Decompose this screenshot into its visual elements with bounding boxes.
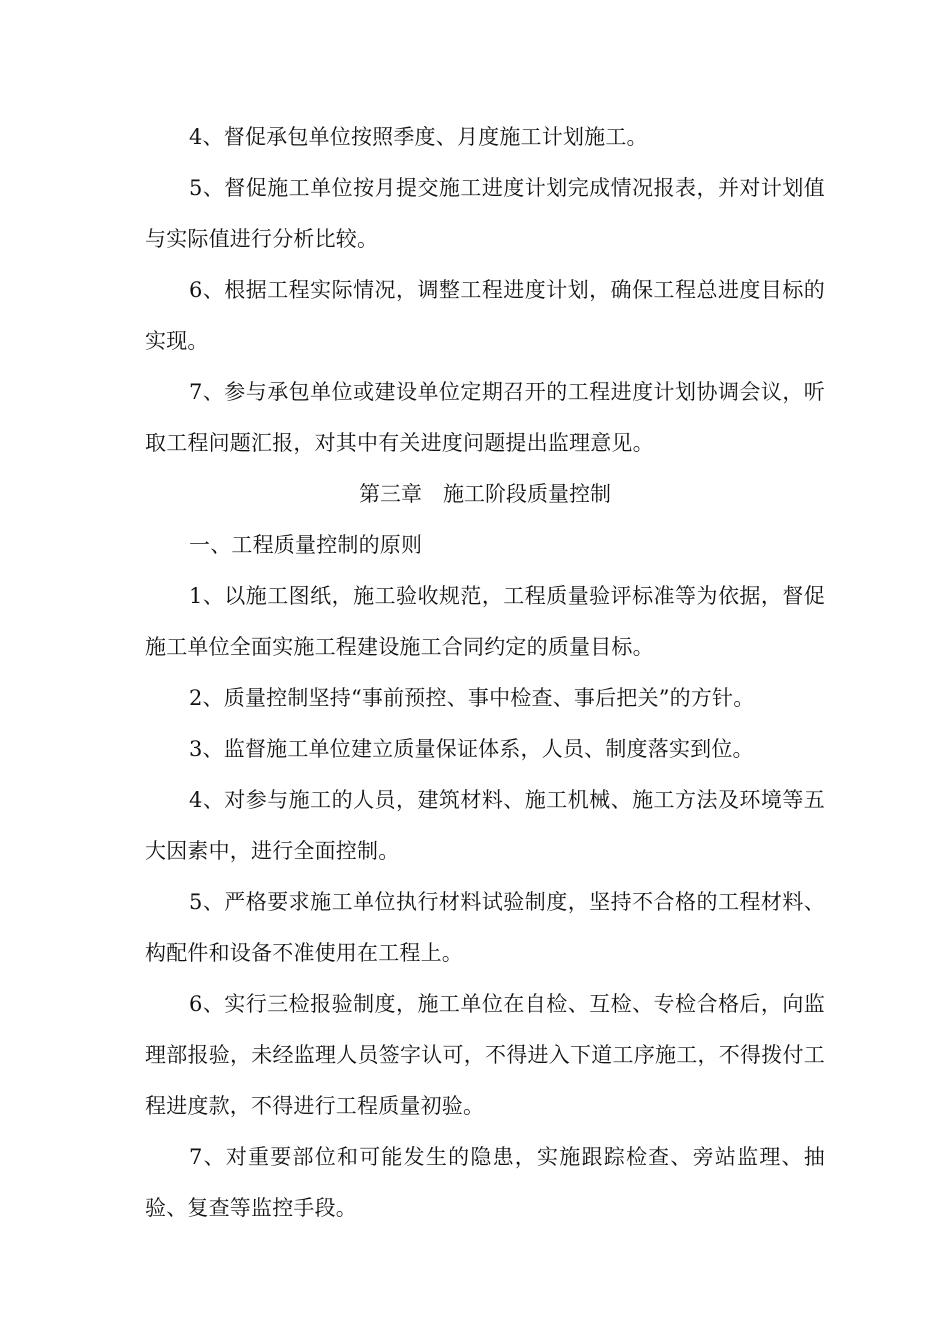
paragraph-quality-5: 5、严格要求施工单位执行材料试验制度，坚持不合格的工程材料、构配件和设备不准使用在工程上。 xyxy=(145,890,825,965)
paragraph-quality-4: 4、对参与施工的人员，建筑材料、施工机械、施工方法及环境等五大因素中，进行全面控制。 xyxy=(145,788,825,863)
paragraph-quality-1: 1、以施工图纸，施工验收规范，工程质量验评标准等为依据，督促施工单位全面实施工程建设施工合同约定的质量目标。 xyxy=(145,584,825,659)
chapter-title: 第三章 施工阶段质量控制 xyxy=(359,482,611,506)
paragraph-quality-7: 7、对重要部位和可能发生的隐患，实施跟踪检查、旁站监理、抽验、复查等监控手段。 xyxy=(145,1145,825,1220)
document-body xyxy=(145,112,825,1234)
paragraph-progress-4: 4、督促承包单位按照季度、月度施工计划施工。 xyxy=(189,125,648,149)
paragraph-progress-7: 7、参与承包单位或建设单位定期召开的工程进度计划协调会议，听取工程问题汇报，对其中有关进度问题提出监理意见。 xyxy=(145,380,825,455)
paragraph-quality-2: 2、质量控制坚持“事前预控、事中检查、事后把关”的方针。 xyxy=(189,686,755,710)
section-heading: 一、工程质量控制的原则 xyxy=(189,533,423,557)
paragraph-progress-6: 6、根据工程实际情况，调整工程进度计划，确保工程总进度目标的实现。 xyxy=(145,278,825,353)
paragraph-quality-6: 6、实行三检报验制度，施工单位在自检、互检、专检合格后，向监理部报验，未经监理人员签字认可，不得进入下道工序施工，不得拨付工程进度款，不得进行工程质量初验。 xyxy=(145,992,825,1118)
paragraph-progress-5: 5、督促施工单位按月提交施工进度计划完成情况报表，并对计划值与实际值进行分析比较。 xyxy=(145,176,825,251)
paragraph-quality-3: 3、监督施工单位建立质量保证体系，人员、制度落实到位。 xyxy=(189,737,754,761)
